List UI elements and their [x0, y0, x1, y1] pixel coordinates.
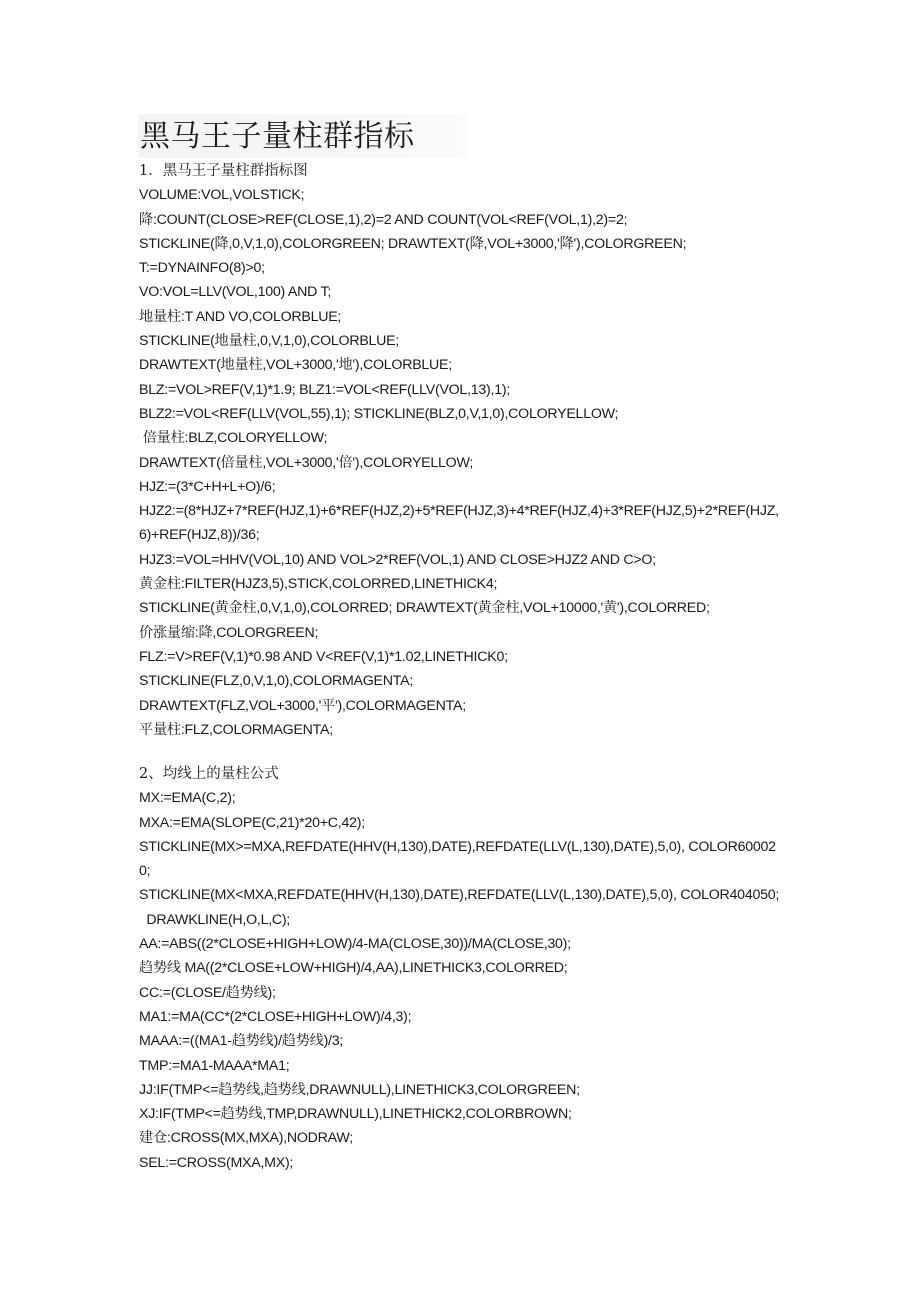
code-line: VOLUME:VOL,VOLSTICK;: [139, 187, 305, 204]
code-line: DRAWTEXT(地量柱,VOL+3000,'地'),COLORBLUE;: [139, 357, 452, 374]
code-line: HJZ2:=(8*HJZ+7*REF(HJZ,1)+6*REF(HJZ,2)+5*REF(HJZ,3)+4*REF(HJZ,4)+3*REF(HJZ,5)+2*REF(HJZ,: [139, 503, 779, 520]
code-line: BLZ2:=VOL<REF(LLV(VOL,55),1); STICKLINE(BLZ,0,V,1,0),COLORYELLOW;: [139, 405, 619, 422]
code-line: 建仓:CROSS(MX,MXA),NODRAW;: [139, 1130, 353, 1147]
section-2: [139, 762, 779, 1175]
code-line: AA:=ABS((2*CLOSE+HIGH+LOW)/4-MA(CLOSE,30))/MA(CLOSE,30);: [139, 936, 571, 953]
code-line: MX:=EMA(C,2);: [139, 790, 236, 807]
code-line: STICKLINE(FLZ,0,V,1,0),COLORMAGENTA;: [139, 673, 414, 690]
code-line: STICKLINE(黄金柱,0,V,1,0),COLORRED; DRAWTEXT(黄金柱,VOL+10000,'黄'),COLORRED;: [139, 600, 710, 617]
code-line: 黄金柱:FILTER(HJZ3,5),STICK,COLORRED,LINETHICK4;: [139, 576, 498, 593]
code-line: 平量柱:FLZ,COLORMAGENTA;: [139, 721, 333, 738]
code-line: 倍量柱:BLZ,COLORYELLOW;: [139, 430, 328, 447]
code-line: CC:=(CLOSE/趋势线);: [139, 984, 276, 1001]
code-line: SEL:=CROSS(MXA,MX);: [139, 1154, 294, 1171]
section-1-heading: 1．黑马王子量柱群指标图: [139, 163, 308, 179]
code-line: 地量柱:T AND VO,COLORBLUE;: [139, 308, 342, 325]
section-1-code: [139, 183, 779, 742]
code-line: STICKLINE(MX>=MXA,REFDATE(HHV(H,130),DATE),REFDATE(LLV(L,130),DATE),5,0), COLOR60002: [139, 838, 776, 855]
code-line: BLZ:=VOL>REF(V,1)*1.9; BLZ1:=VOL<REF(LLV(VOL,13),1);: [139, 381, 511, 398]
code-line: HJZ:=(3*C+H+L+O)/6;: [139, 478, 276, 495]
code-line: STICKLINE(降,0,V,1,0),COLORGREEN; DRAWTEXT(降,VOL+3000,'降'),COLORGREEN;: [139, 235, 687, 252]
code-line: 降:COUNT(CLOSE>REF(CLOSE,1),2)=2 AND COUNT(VOL<REF(VOL,1),2)=2;: [139, 211, 628, 228]
section-2-code: [139, 786, 779, 1175]
code-line: MA1:=MA(CC*(2*CLOSE+HIGH+LOW)/4,3);: [139, 1008, 412, 1025]
code-line: 价涨量缩:降,COLORGREEN;: [139, 624, 319, 641]
code-line: 6)+REF(HJZ,8))/36;: [139, 527, 260, 544]
code-line: DRAWTEXT(倍量柱,VOL+3000,'倍'),COLORYELLOW;: [139, 454, 474, 471]
code-line: MXA:=EMA(SLOPE(C,21)*20+C,42);: [139, 814, 365, 831]
document-title: 黑马王子量柱群指标: [140, 120, 415, 153]
section-2-heading: 2、均线上的量柱公式: [139, 766, 279, 782]
code-line: STICKLINE(地量柱,0,V,1,0),COLORBLUE;: [139, 333, 400, 350]
code-line: VO:VOL=LLV(VOL,100) AND T;: [139, 284, 332, 301]
code-line: 0;: [139, 863, 151, 880]
code-line: FLZ:=V>REF(V,1)*0.98 AND V<REF(V,1)*1.02,LINETHICK0;: [139, 648, 508, 665]
code-line: XJ:IF(TMP<=趋势线,TMP,DRAWNULL),LINETHICK2,COLORBROWN;: [139, 1106, 572, 1123]
code-line: T:=DYNAINFO(8)>0;: [139, 260, 265, 277]
code-line: DRAWKLINE(H,O,L,C);: [139, 911, 291, 928]
code-line: STICKLINE(MX<MXA,REFDATE(HHV(H,130),DATE),REFDATE(LLV(L,130),DATE),5,0), COLOR404050;: [139, 887, 780, 904]
section-1: [139, 159, 779, 742]
code-line: MAAA:=((MA1-趋势线)/趋势线)/3;: [139, 1033, 344, 1050]
code-line: JJ:IF(TMP<=趋势线,趋势线,DRAWNULL),LINETHICK3,COLORGREEN;: [139, 1081, 580, 1098]
code-line: HJZ3:=VOL=HHV(VOL,10) AND VOL>2*REF(VOL,1) AND CLOSE>HJZ2 AND C>O;: [139, 551, 656, 568]
code-line: 趋势线 MA((2*CLOSE+LOW+HIGH)/4,AA),LINETHICK3,COLORRED;: [139, 960, 568, 977]
code-line: DRAWTEXT(FLZ,VOL+3000,'平'),COLORMAGENTA;: [139, 697, 466, 714]
code-line: TMP:=MA1-MAAA*MA1;: [139, 1057, 290, 1074]
